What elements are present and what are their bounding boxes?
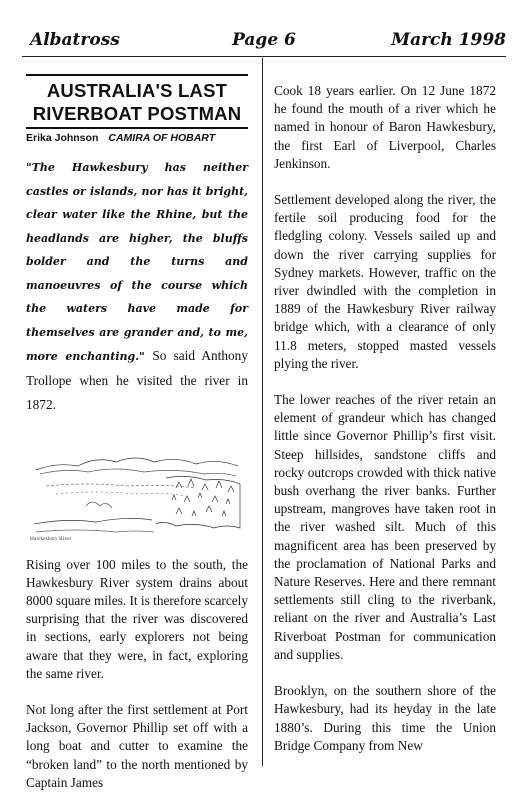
article-paragraph: Not long after the first settlement at Port Jackson, Governor Phillip set off with a long boat and cutter to examine the “broken land” to the north mentioned by Captain James bbox=[26, 701, 248, 790]
article-paragraph: The lower reaches of the river retain an element of grandeur which has changed little since Governor Phillip’s first visit. Steep hillsides, sandstone cliffs and rocky outcrops crowded with thick native bush overhang the river banks. Further upstream, mangroves have taken root in the river washed silt. Much of this magnificent area has been preserved by the proclamation of National Parks and Nature Reserves. Here and there remnant settlements still cling to the riverbank, reliant on the river and Australia’s Last Riverboat Postman for communication and supplies. bbox=[274, 392, 496, 662]
column-divider bbox=[262, 58, 263, 766]
article-paragraph: Cook 18 years earlier. On 12 June 1872 he found the mouth of a river which he named in honour of Baron Hawkesbury, the first Earl of Liverpool, Charles Jenkinson. bbox=[274, 83, 496, 171]
article-title: AUSTRALIA'S LAST RIVERBOAT POSTMAN bbox=[32, 80, 242, 124]
article-paragraph: Settlement developed along the river, the fertile soil producing food for the fledgling colony. Vessels sailed up and down the river carrying supplies for Sydney markets. However, traffic on the river dwindled with the completion in 1889 of the Hawkesbury River railway bridge which, with a clearance of only 11.8 meters, stopped masted vessels plying the river. bbox=[274, 192, 496, 371]
publication-name: Albatross bbox=[30, 30, 120, 50]
article-paragraph: Rising over 100 miles to the south, the Hawkesbury River system drains about 8000 square miles. It is therefore scarcely surprising that the river was discovered in sections, early explorers not being aware that they were, in fact, exploring the same river. bbox=[26, 556, 248, 681]
author-affiliation: CAMIRA OF HOBART bbox=[108, 132, 216, 144]
left-column bbox=[26, 74, 248, 810]
page-number: Page 6 bbox=[232, 30, 296, 50]
title-rule-bottom bbox=[26, 127, 248, 129]
trollope-quote bbox=[26, 156, 248, 418]
sketch-caption: Hawkesbury River bbox=[30, 535, 72, 542]
header-rule bbox=[22, 56, 506, 57]
title-rule-top bbox=[26, 74, 248, 76]
right-column bbox=[274, 82, 496, 773]
quote-attribution: So said Anthony Trollope when he visited the river in 1872. bbox=[26, 348, 248, 412]
article-paragraph: Brooklyn, on the southern shore of the Hawkesbury, had its heyday in the late 1880’s. During this time the Union Bridge Company from New bbox=[274, 683, 496, 753]
river-sketch-drawing bbox=[26, 428, 248, 544]
quote-text: "The Hawkesbury has neither castles or islands, nor has it bright, clear water like the Rhine, but the headlands are higher, the bluffs bolder and the turns and manoeuvres of the course which the waters have made for themselves are grander and, to me, more enchanting." bbox=[26, 161, 248, 363]
byline bbox=[26, 132, 248, 144]
issue-date: March 1998 bbox=[391, 30, 506, 50]
author-name: Erika Johnson bbox=[26, 132, 99, 144]
page-header bbox=[22, 26, 506, 56]
river-sketch bbox=[26, 428, 248, 544]
